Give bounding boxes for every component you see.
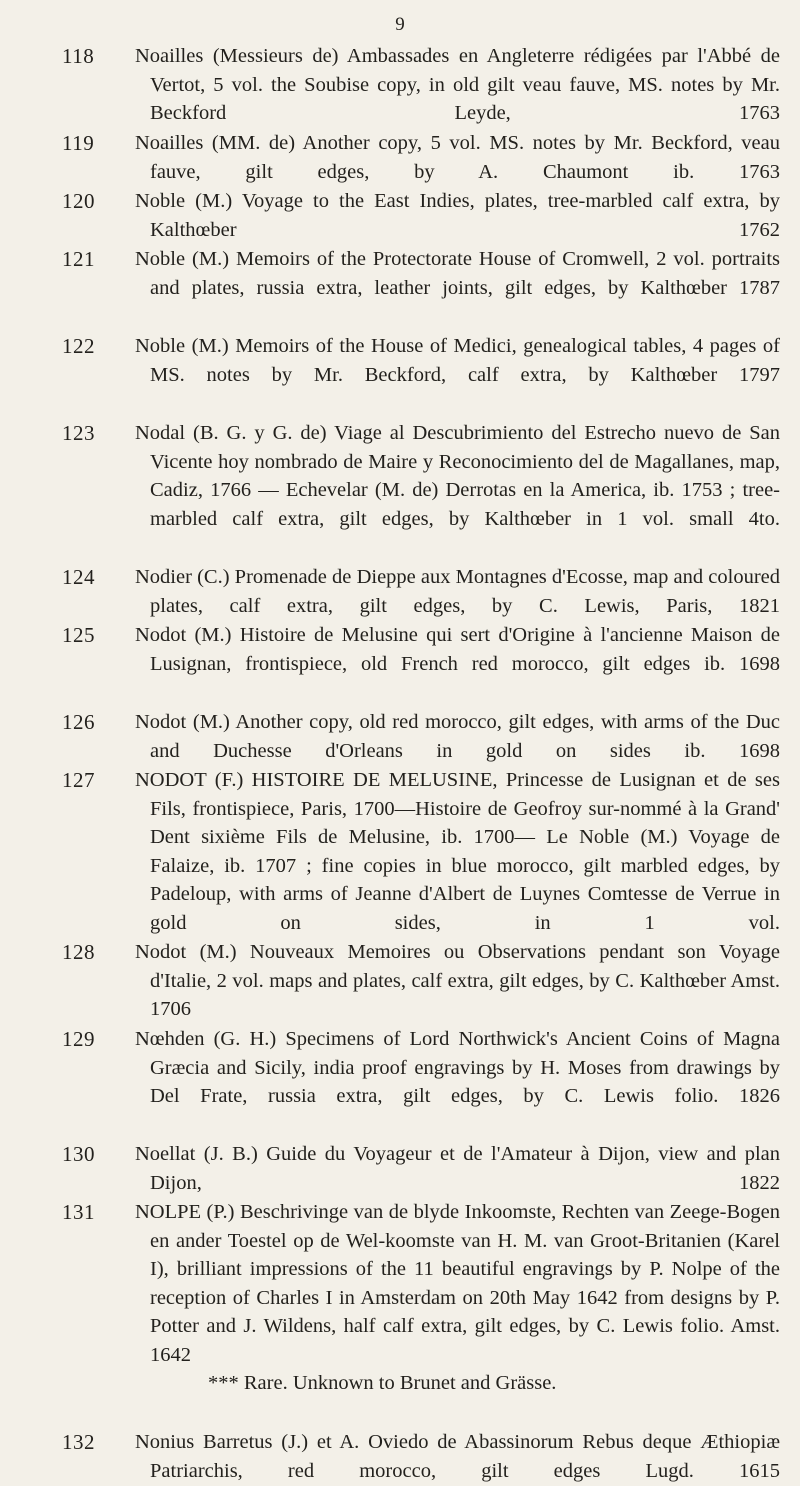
catalogue-entry: [0, 332, 800, 419]
entry-text: Nodot (M.) Another copy, old red morocco, gilt edges, with arms of the Duc and Duchesse d'Orleans in gold on sides ib. 1698: [135, 711, 780, 762]
catalogue-entry: [0, 129, 800, 187]
catalogue-entry: [0, 1428, 800, 1486]
entry-text: Noble (M.) Memoirs of the Protectorate House of Cromwell, 2 vol. portraits and plates, russia extra, leather joints, gilt edges, by Kalthœber 1787: [135, 248, 780, 299]
entry-text: Noellat (J. B.) Guide du Voyageur et de l'Amateur à Dijon, view and plan Dijon, 1822: [135, 1143, 780, 1194]
lot-number: 132: [62, 1430, 95, 1454]
catalogue-entry: [0, 1025, 800, 1140]
catalogue-entry: [0, 621, 800, 708]
catalogue-entry: [0, 1140, 800, 1198]
lot-number: 125: [62, 623, 95, 647]
catalogue-entry: [0, 419, 800, 563]
entry-text: Nodier (C.) Promenade de Dieppe aux Montagnes d'Ecosse, map and coloured plates, calf extra, gilt edges, by C. Lewis, Paris, 1821: [135, 566, 780, 617]
entry-text: Noble (M.) Memoirs of the House of Medici, genealogical tables, 4 pages of MS. notes by Mr. Beckford, calf extra, by Kalthœber 1797: [135, 335, 780, 386]
lot-number: 131: [62, 1200, 95, 1224]
catalogue-entry: [0, 245, 800, 332]
catalogue-entry: [0, 938, 800, 1025]
lot-number: 130: [62, 1142, 95, 1166]
lot-number: 124: [62, 565, 95, 589]
catalogue-entry: [0, 42, 800, 129]
lot-number: 126: [62, 710, 95, 734]
entry-text: Nodot (M.) Histoire de Melusine qui sert d'Origine à l'ancienne Maison de Lusignan, frontispiece, old French red morocco, gilt edges ib. 1698: [135, 624, 780, 675]
entry-text: NODOT (F.) HISTOIRE DE MELUSINE, Princesse de Lusignan et de ses Fils, frontispiece, Paris, 1700—Histoire de Geofroy sur-nommé à la Grand' Dent sixième Fils de Melusine, ib. 1700— Le Noble (M.) Voyage de Falaize, ib. 1707 ; fine copies in blue morocco, gilt marbled edges, by Padeloup, with arms of Jeanne d'Albert de Luynes Comtesse de Verrue in gold on sides, in 1 vol.: [135, 769, 780, 934]
catalogue-entry: [0, 1198, 800, 1428]
lot-number: 122: [62, 334, 95, 358]
entry-text: Nœhden (G. H.) Specimens of Lord Northwick's Ancient Coins of Magna Græcia and Sicily, india proof engravings by H. Moses from drawings by Del Frate, russia extra, gilt edges, by C. Lewis folio. 1826: [135, 1028, 780, 1107]
catalogue-entry: [0, 708, 800, 766]
entry-text: Noailles (Messieurs de) Ambassades en Angleterre rédigées par l'Abbé de Vertot, 5 vol. the Soubise copy, in old gilt veau fauve, MS. notes by Mr. Beckford Leyde, 1763: [135, 45, 780, 124]
entry-text: NOLPE (P.) Beschrivinge van de blyde Inkoomste, Rechten van Zeege-Bogen en ander Toestel op de Wel-koomste van H. M. van Groot-Britanien (Karel I), brilliant impressions of the 11 beautiful engravings by P. Nolpe of the reception of Charles I in Amsterdam on 20th May 1642 from designs by P. Potter and J. Wildens, half calf extra, gilt edges, by C. Lewis folio. Amst. 1642: [135, 1201, 780, 1366]
entry-text: Noailles (MM. de) Another copy, 5 vol. MS. notes by Mr. Beckford, veau fauve, gilt edges, by A. Chaumont ib. 1763: [135, 132, 780, 183]
lot-number: 120: [62, 189, 95, 213]
entry-text: Nonius Barretus (J.) et A. Oviedo de Abassinorum Rebus deque Æthiopiæ Patriarchis, red morocco, gilt edges Lugd. 1615: [135, 1431, 780, 1482]
entry-text: Noble (M.) Voyage to the East Indies, plates, tree-marbled calf extra, by Kalthœber 1762: [135, 190, 780, 241]
catalogue-entry: [0, 563, 800, 621]
lot-number: 128: [62, 940, 95, 964]
lot-number: 123: [62, 421, 95, 445]
entry-note: *** Rare. Unknown to Brunet and Grässe.: [208, 1372, 557, 1394]
page-number: 9: [395, 14, 405, 35]
lot-number: 119: [62, 131, 95, 155]
lot-number: 118: [62, 44, 95, 68]
lot-number: 121: [62, 247, 95, 271]
catalogue-entry: [0, 187, 800, 245]
lot-number: 127: [62, 768, 95, 792]
entry-list: [0, 42, 800, 1486]
entry-text: Nodot (M.) Nouveaux Memoires ou Observations pendant son Voyage d'Italie, 2 vol. maps and plates, calf extra, gilt edges, by C. Kalthœber Amst. 1706: [135, 941, 780, 1020]
catalogue-entry: [0, 766, 800, 938]
lot-number: 129: [62, 1027, 95, 1051]
entry-text: Nodal (B. G. y G. de) Viage al Descubrimiento del Estrecho nuevo de San Vicente hoy nombrado de Maire y Reconocimiento del de Magallanes, map, Cadiz, 1766 — Echevelar (M. de) Derrotas en la America, ib. 1753 ; tree-marbled calf extra, gilt edges, by Kalthœber in 1 vol. small 4to.: [135, 422, 780, 530]
